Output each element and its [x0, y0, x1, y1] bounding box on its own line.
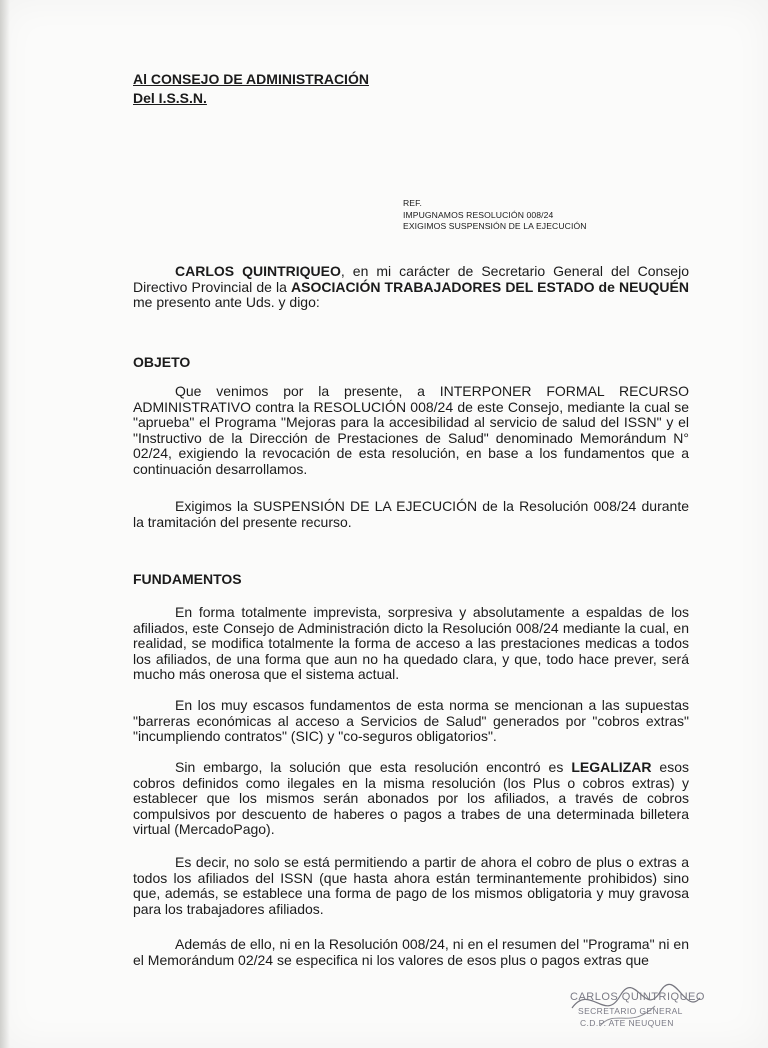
objeto-heading: OBJETO — [133, 354, 191, 370]
signature-stamp — [560, 978, 710, 1038]
fundamentos-paragraph-4: Es decir, no solo se está permitiendo a partir de ahora el cobro de plus o extras a todos los afiliados del ISSN (que hasta ahora están terminantemente prohibidos) sino que, además, se establece una forma de pago de los mismos obligatoria y muy gravosa para los trabajadores afiliados. — [133, 854, 689, 917]
organization-name: ASOCIACIÓN TRABAJADORES DEL ESTADO de NEUQUÉN — [291, 278, 689, 295]
page-edge-shadow — [0, 0, 10, 1048]
addressee-line-2: Del I.S.S.N. — [133, 90, 207, 106]
fundamentos-paragraph-5: Además de ello, ni en la Resolución 008/24, ni en el resumen del "Programa" ni en el Memorándum 02/24 se especifica ni los valores de esos plus o pagos extras que — [133, 936, 689, 968]
intro-text-b: me presento ante Uds. y digo: — [133, 294, 320, 310]
fundamentos-p3-a: Sin embargo, la solución que esta resolución encontró es — [175, 759, 572, 775]
reference-block — [403, 198, 587, 233]
fundamentos-heading: FUNDAMENTOS — [133, 571, 242, 587]
signer-name: CARLOS QUINTRIQUEO — [175, 263, 341, 279]
intro-text-a: , en mi carácter de Secretario General del Consejo Directivo Provincial de la — [133, 263, 689, 295]
stamp-line-3: C.D.P. ATE NEUQUEN — [580, 1018, 674, 1028]
fundamentos-paragraph-3 — [133, 760, 689, 838]
stamp-line-1: CARLOS QUINTRIQUEO — [570, 991, 705, 1003]
addressee-line-1: Al CONSEJO DE ADMINISTRACIÓN — [133, 71, 369, 87]
reference-line-1: IMPUGNAMOS RESOLUCIÓN 008/24 — [403, 209, 554, 220]
objeto-paragraph-1: Que venimos por la presente, a INTERPONER FORMAL RECURSO ADMINISTRATIVO contra la RESOLUCIÓN 008/24 de este Consejo, mediante la cual se "aprueba" el Programa "Mejoras para la accesibilidad al servicio de salud del ISSN" y el "Instructivo de la Dirección de Prestaciones de Salud" denominado Memorándum N° 02/24, exigiendo la revocación de esta resolución, en base a los fundamentos que a continuación desarrollamos. — [133, 383, 689, 477]
stamp-line-2: SECRETARIO GENERAL — [578, 1006, 683, 1016]
reference-label: REF. — [403, 198, 423, 208]
fundamentos-paragraph-2: En los muy escasos fundamentos de esta norma se mencionan a las supuestas "barreras económicas al acceso a Servicios de Salud" generados por "cobros extras" "incumpliendo contratos" (SIC) y "co-seguros obligatorios". — [133, 697, 689, 744]
objeto-paragraph-2: Exigimos la SUSPENSIÓN DE LA EJECUCIÓN de la Resolución 008/24 durante la tramitación del presente recurso. — [133, 498, 689, 530]
addressee — [133, 70, 369, 108]
fundamentos-p3-bold: LEGALIZAR — [571, 759, 652, 775]
fundamentos-paragraph-1: En forma totalmente imprevista, sorpresiva y absolutamente a espaldas de los afiliados, este Consejo de Administración dicto la Resolución 008/24 mediante la cual, en realidad, se modifica totalmente la forma de acceso a las prestaciones medicas a todos los afiliados, de una forma que aun no ha quedado clara, y que, todo hace prever, será mucho más onerosa que el sistema actual. — [133, 604, 689, 682]
fundamentos-p3-b: esos cobros definidos como ilegales en la misma resolución (los Plus o cobros extras) y establecer que los mismos serán abonados por los afiliados, a través de cobros compulsivos por descuento de haberes o pagos a trabes de una determinada billetera virtual (MercadoPago). — [133, 759, 689, 837]
reference-line-2: EXIGIMOS SUSPENSIÓN DE LA EJECUCIÓN — [403, 221, 587, 231]
intro-paragraph — [133, 264, 689, 311]
